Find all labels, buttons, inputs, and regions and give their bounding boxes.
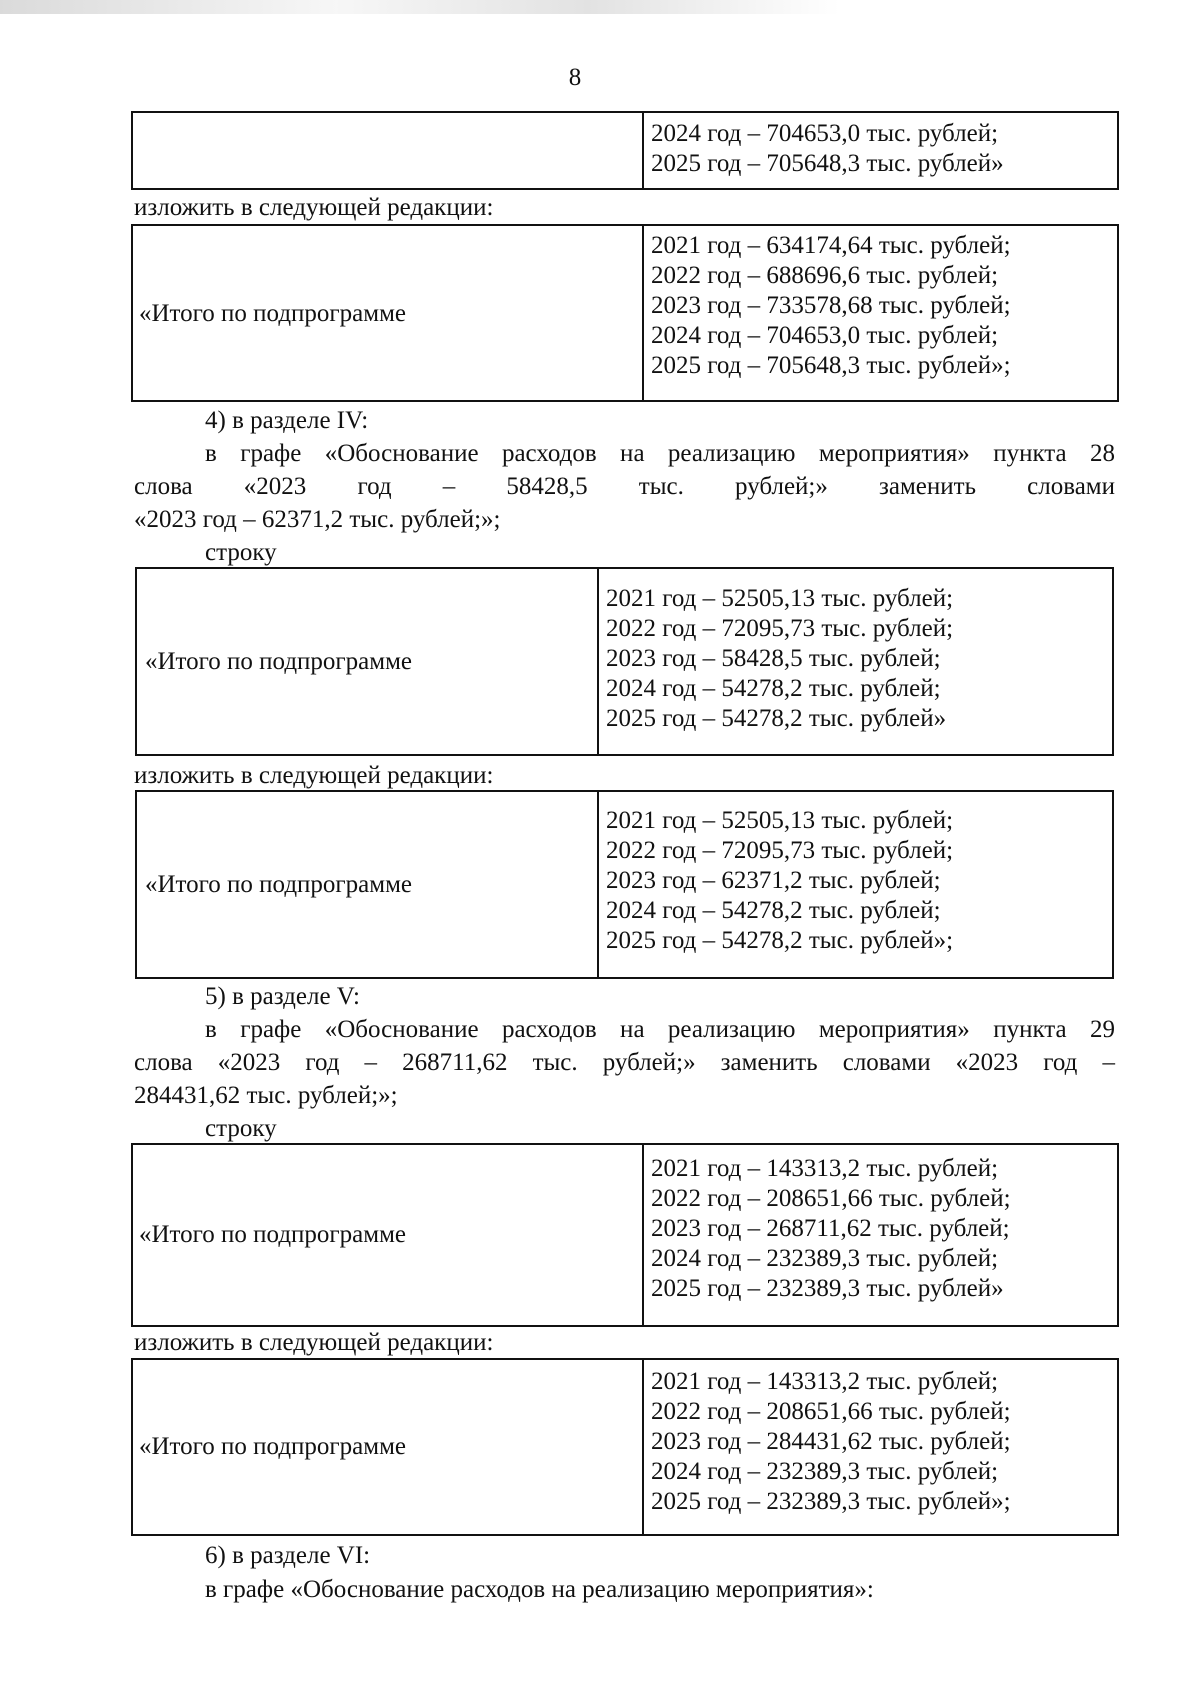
table-values: [606, 584, 953, 734]
value-line: 2021 год – 143313,2 тыс. рублей;: [651, 1368, 999, 1395]
section-heading: 4) в разделе IV:: [205, 407, 369, 434]
paragraph-line: в графе «Обоснование расходов на реализацию мероприятия» пункта 29: [205, 1016, 1115, 1043]
value-line: 2023 год – 58428,5 тыс. рублей;: [606, 645, 941, 672]
value-line: 2022 год – 208651,66 тыс. рублей;: [651, 1398, 1011, 1425]
page-number: 8: [568, 64, 582, 91]
scan-artifact: [0, 0, 840, 14]
table-divider: [642, 1145, 644, 1325]
table-divider: [642, 226, 644, 400]
stroku-text: строку: [205, 1115, 277, 1142]
value-line: 2023 год – 268711,62 тыс. рублей;: [651, 1215, 1010, 1242]
value-line: 2023 год – 284431,62 тыс. рублей;: [651, 1428, 1011, 1455]
table-label: «Итого по подпрограмме: [139, 1433, 407, 1460]
value-line: 2024 год – 54278,2 тыс. рублей;: [606, 675, 941, 702]
value-line: 2021 год – 52505,13 тыс. рублей;: [606, 585, 954, 612]
table-values: [651, 1154, 1011, 1304]
table-divider: [642, 1360, 644, 1534]
value-line: 2024 год – 232389,3 тыс. рублей;: [651, 1458, 999, 1485]
redaction-text: изложить в следующей редакции:: [134, 762, 494, 789]
table-subprogram-total: [131, 224, 1119, 402]
value-line: 2025 год – 54278,2 тыс. рублей»;: [606, 927, 954, 954]
paragraph-line: 284431,62 тыс. рублей;»;: [134, 1082, 398, 1109]
table-values: [651, 1367, 1011, 1517]
value-line: 2022 год – 72095,73 тыс. рублей;: [606, 615, 954, 642]
table-divider: [597, 569, 599, 754]
value-line: 2025 год – 232389,3 тыс. рублей»;: [651, 1488, 1011, 1515]
table-subprogram-total: [131, 1143, 1119, 1327]
table-label: «Итого по подпрограмме: [145, 871, 413, 898]
stroku-text: строку: [205, 539, 277, 566]
table-label: «Итого по подпрограмме: [145, 648, 413, 675]
table-values: [606, 806, 953, 956]
paragraph-line: слова «2023 год – 58428,5 тыс. рублей;» заменить словами: [134, 473, 1115, 500]
paragraph-line: слова «2023 год – 268711,62 тыс. рублей;» заменить словами «2023 год –: [134, 1049, 1115, 1076]
value-line: 2024 год – 704653,0 тыс. рублей;: [651, 120, 999, 147]
redaction-text: изложить в следующей редакции:: [134, 194, 494, 221]
value-line: 2024 год – 54278,2 тыс. рублей;: [606, 897, 941, 924]
value-line: 2025 год – 705648,3 тыс. рублей»: [651, 150, 1004, 177]
paragraph-line: в графе «Обоснование расходов на реализацию мероприятия» пункта 28: [205, 440, 1115, 467]
table-divider: [642, 113, 644, 188]
paragraph-line: «2023 год – 62371,2 тыс. рублей;»;: [134, 506, 501, 533]
value-line: 2024 год – 704653,0 тыс. рублей;: [651, 322, 999, 349]
table-subprogram-total: [131, 1358, 1119, 1536]
table-values: [651, 231, 1011, 381]
table-label: «Итого по подпрограмме: [139, 300, 407, 327]
value-line: 2024 год – 232389,3 тыс. рублей;: [651, 1245, 999, 1272]
value-line: 2023 год – 62371,2 тыс. рублей;: [606, 867, 941, 894]
value-line: 2021 год – 52505,13 тыс. рублей;: [606, 807, 954, 834]
redaction-text: изложить в следующей редакции:: [134, 1329, 494, 1356]
table-label: «Итого по подпрограмме: [139, 1221, 407, 1248]
paragraph-line: в графе «Обоснование расходов на реализацию мероприятия»:: [205, 1576, 874, 1603]
value-line: 2025 год – 54278,2 тыс. рублей»: [606, 705, 947, 732]
value-line: 2022 год – 72095,73 тыс. рублей;: [606, 837, 954, 864]
value-line: 2025 год – 232389,3 тыс. рублей»: [651, 1275, 1004, 1302]
value-line: 2022 год – 688696,6 тыс. рублей;: [651, 262, 999, 289]
table-subprogram-total: [135, 567, 1114, 756]
table-divider: [597, 792, 599, 977]
value-line: 2025 год – 705648,3 тыс. рублей»;: [651, 352, 1011, 379]
value-line: 2022 год – 208651,66 тыс. рублей;: [651, 1185, 1011, 1212]
table-values: [651, 119, 1004, 179]
section-heading: 5) в разделе V:: [205, 983, 360, 1010]
section-heading: 6) в разделе VI:: [205, 1542, 371, 1569]
table-subprogram-total: [135, 790, 1114, 979]
value-line: 2021 год – 143313,2 тыс. рублей;: [651, 1155, 999, 1182]
table-continuation: [131, 111, 1119, 190]
value-line: 2023 год – 733578,68 тыс. рублей;: [651, 292, 1011, 319]
value-line: 2021 год – 634174,64 тыс. рублей;: [651, 232, 1011, 259]
